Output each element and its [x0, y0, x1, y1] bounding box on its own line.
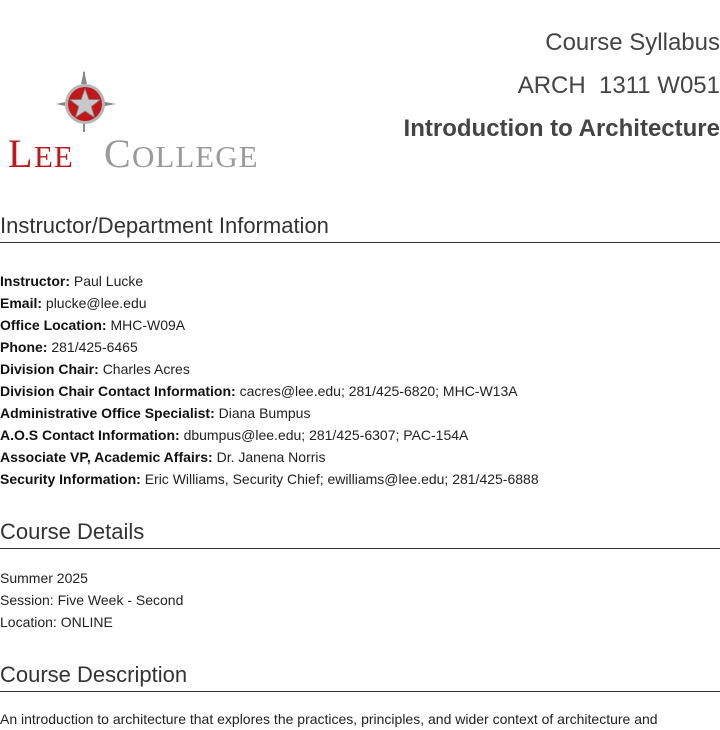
info-row-instructor	[0, 270, 720, 292]
info-row-admin-specialist	[0, 402, 720, 424]
info-label: Phone:	[0, 339, 48, 355]
svg-text:L: L	[8, 131, 34, 174]
info-value: Dr. Janena Norris	[216, 449, 326, 465]
course-details-section	[0, 518, 720, 633]
info-row-division-chair-contact	[0, 380, 720, 402]
course-location: Location: ONLINE	[0, 614, 113, 630]
section-heading-course-details: Course Details	[0, 518, 720, 549]
info-value: Diana Bumpus	[218, 405, 311, 421]
info-value: Eric Williams, Security Chief; ewilliams@lee.edu; 281/425-6888	[144, 471, 539, 487]
lee-college-logo	[8, 70, 272, 174]
info-value: MHC-W09A	[110, 317, 186, 333]
info-row-aos-contact	[0, 424, 720, 446]
info-row-phone	[0, 336, 720, 358]
title-block	[404, 28, 720, 144]
course-name: Introduction to Architecture	[403, 115, 720, 142]
info-label: Division Chair Contact Information:	[0, 383, 236, 399]
syllabus-header	[0, 0, 720, 190]
info-label: Associate VP, Academic Affairs:	[0, 449, 213, 465]
info-row-office-location	[0, 314, 720, 336]
compass-star-icon	[56, 70, 116, 132]
svg-text:EE: EE	[34, 139, 74, 174]
info-row-associate-vp	[0, 446, 720, 468]
section-heading-instructor: Instructor/Department Information	[0, 212, 720, 243]
info-label: Instructor:	[0, 273, 70, 289]
info-label: Security Information:	[0, 471, 141, 487]
info-value: dbumpus@lee.edu; 281/425-6307; PAC-154A	[183, 427, 469, 443]
section-heading-course-description: Course Description	[0, 661, 720, 692]
svg-text:OLLEGE: OLLEGE	[132, 139, 259, 174]
info-row-email	[0, 292, 720, 314]
info-row-security	[0, 468, 720, 490]
info-label: Email:	[0, 295, 43, 311]
info-value: Paul Lucke	[73, 273, 144, 289]
info-label: Administrative Office Specialist:	[0, 405, 215, 421]
svg-text:C: C	[104, 131, 132, 174]
info-label: Division Chair:	[0, 361, 99, 377]
info-value: 281/425-6465	[51, 339, 138, 355]
document-title: Course Syllabus	[545, 29, 720, 56]
info-value: plucke@lee.edu	[45, 295, 147, 311]
course-term: Summer 2025	[0, 570, 88, 586]
info-label: A.O.S Contact Information:	[0, 427, 180, 443]
course-code: ARCH 1311 W051	[517, 72, 720, 99]
info-value: cacres@lee.edu; 281/425-6820; MHC-W13A	[239, 383, 518, 399]
course-details-list	[0, 567, 720, 633]
info-row-division-chair	[0, 358, 720, 380]
course-session: Session: Five Week - Second	[0, 592, 184, 608]
info-label: Office Location:	[0, 317, 107, 333]
course-description-text: An introduction to architecture that explores the practices, principles, and wider context of architecture and	[0, 711, 658, 727]
info-value: Charles Acres	[102, 361, 190, 377]
instructor-info-list	[0, 270, 720, 490]
instructor-section	[0, 212, 720, 490]
